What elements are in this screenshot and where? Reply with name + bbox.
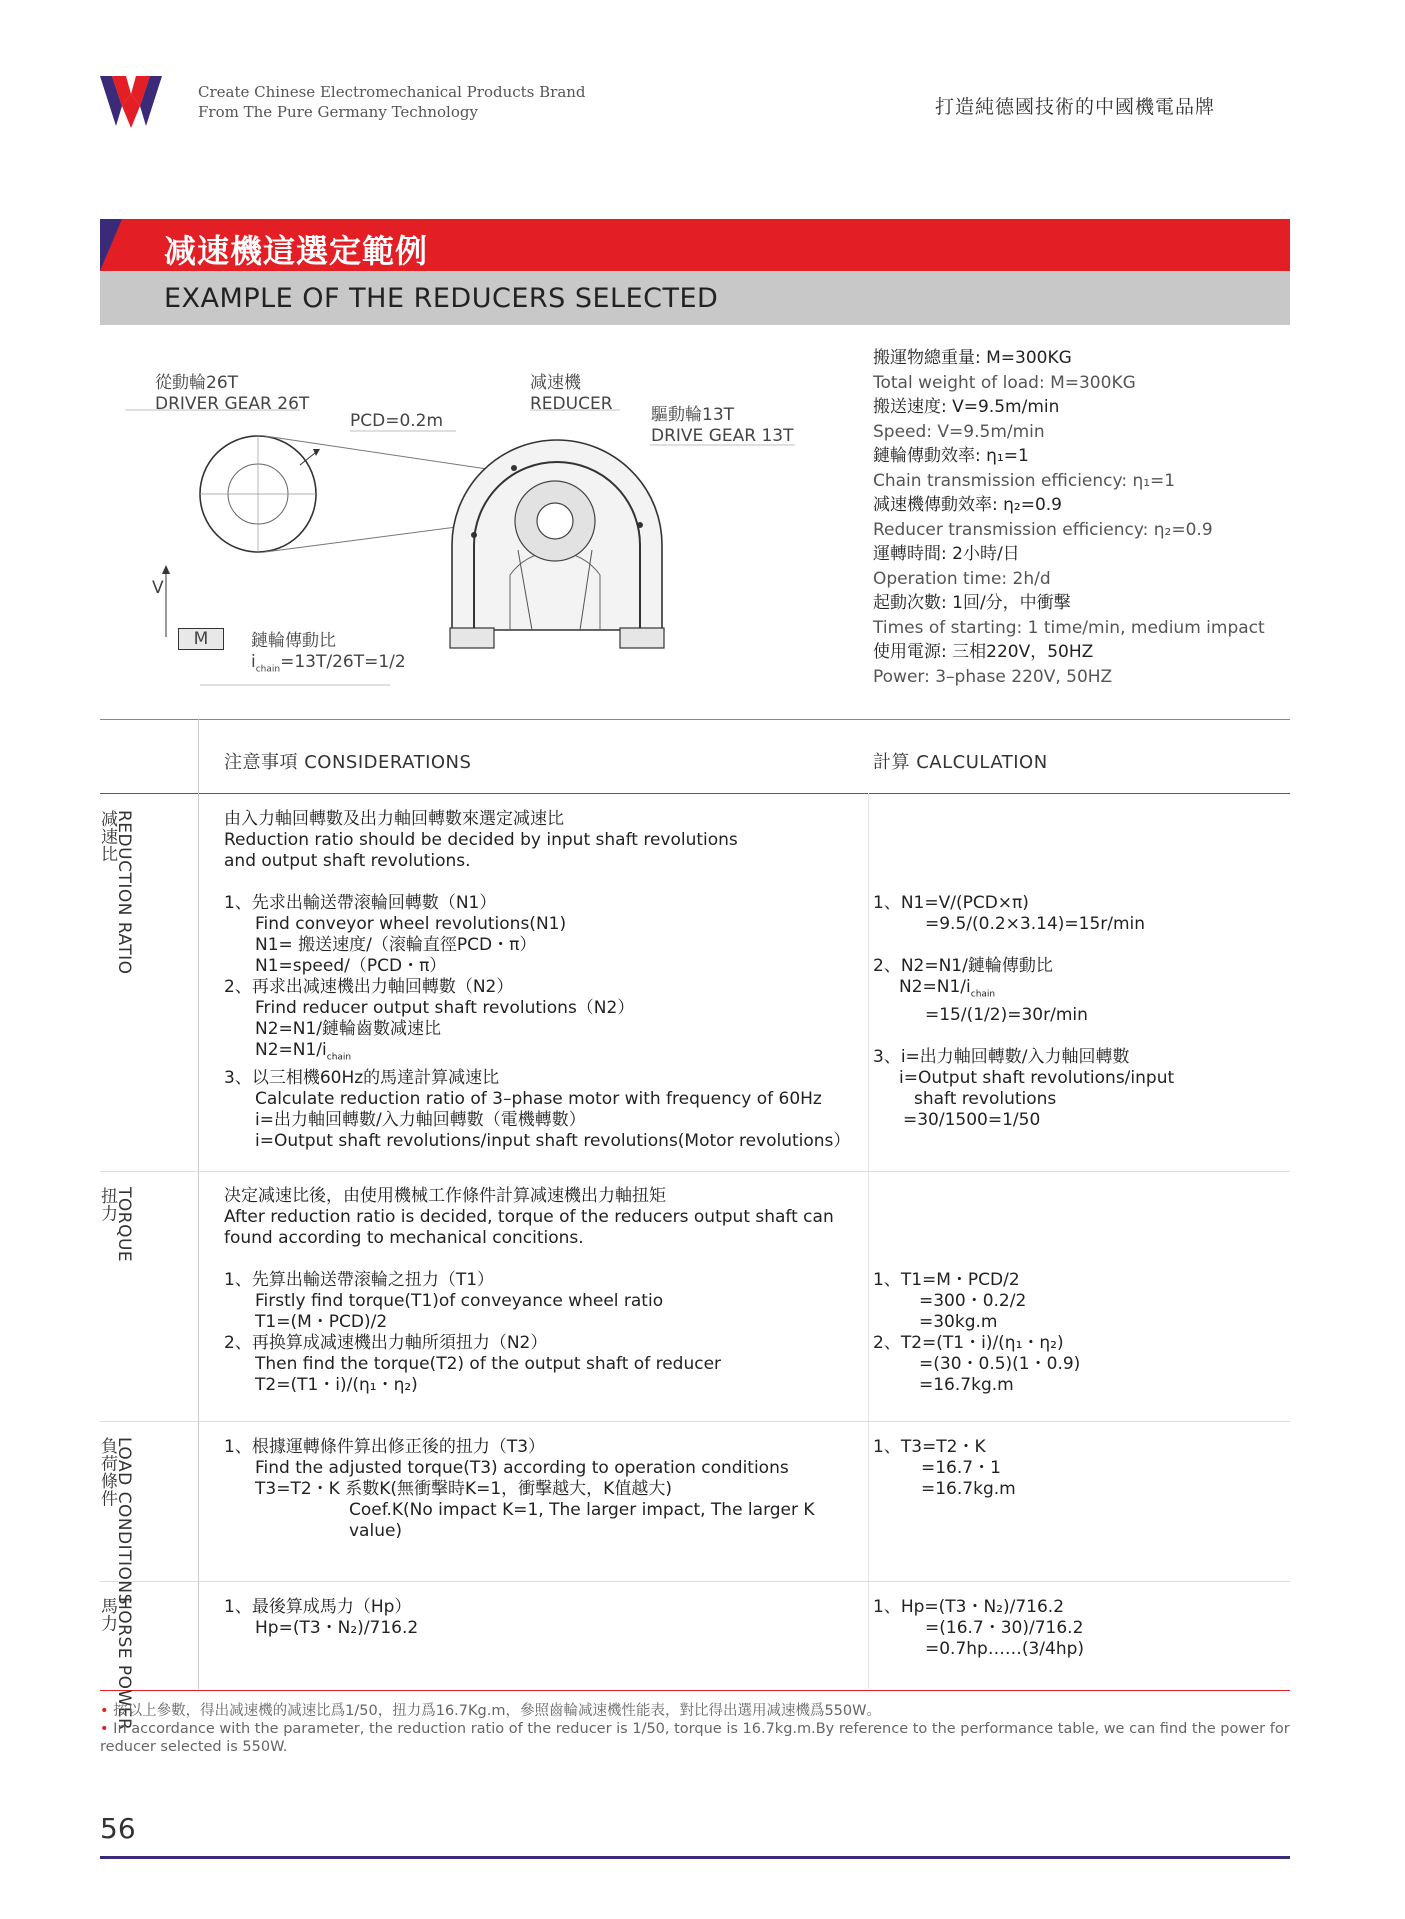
page-number: 56 — [100, 1812, 136, 1845]
bottom-rule — [100, 1856, 1290, 1859]
slogan: 打造純德國技術的中國機電品牌 — [934, 96, 1215, 118]
header-rule — [100, 793, 1290, 794]
col-header-calculation: 計算 CALCULATION — [873, 752, 1048, 773]
driver-gear-en: DRIVER GEAR 26T — [155, 394, 310, 414]
chain-ratio-formula: $i_{chain}=13T/26T=1/2$ — [251, 652, 406, 675]
mass-box — [178, 628, 224, 650]
horsepower-calculation: 1、Hp=(T3・N₂)/716.2 =(16.7・30)/716.2 =0.7hp……(3/4hp) — [873, 1597, 1085, 1659]
footnote-cn: • 按以上參數，得出减速機的减速比爲1/50，扭力爲16.7Kg.m，參照齒輪减速機性能表，對比得出選用减速機爲550W。 — [100, 1703, 881, 1719]
drive-gear-label — [651, 405, 793, 447]
col-header-considerations: 注意事項 CONSIDERATIONS — [224, 752, 472, 773]
footnote-en: • In accordance with the parameter, the reduction ratio of the reducer is 1/50, torque is 16.7kg.m.By reference to the performance table, we can find the power for reducer selected is 550W. — [100, 1721, 1290, 1755]
reduction-calculation: 1、N1=V/(PCD×π) =9.5/(0.2×3.14)=15r/min 2、N2=N1/鏈輪傳動比 $N2=N1/i_{chain}$ =15/(1/2)=30r/min 3、i=出力軸回轉數/入力軸回轉數 i=Output shaft revolutions/input shaft revolutions =30/1500=1/50 — [873, 893, 1175, 1131]
load-calculation: 1、T3=T2・K =16.7・1 =16.7kg.m — [873, 1437, 1016, 1499]
chain-ratio-cn: 鏈輪傳動比 — [251, 631, 336, 651]
side-label-reduction-ratio: 减速比 REDUCTION RATIO — [97, 810, 134, 975]
title-bar-red — [100, 219, 1290, 271]
driver-gear-label — [155, 373, 309, 415]
table-top-rule — [100, 719, 1290, 720]
reducer-cn: 减速機 — [530, 373, 581, 393]
driver-gear-cn: 從動輪26T — [155, 373, 239, 393]
spec-item: 使用電源: 三相220V，50HZ Power: 3–phase 220V, 50HZ — [873, 642, 1113, 687]
title-bar-accent — [100, 219, 122, 271]
brand-line-1: Create Chinese Electromechanical Products Brand — [198, 83, 586, 101]
side-label-load-conditions: 負荷條件 LOAD CONDITIONS — [97, 1437, 134, 1605]
side-divider — [198, 719, 199, 1689]
row-rule — [100, 1171, 1290, 1172]
drive-gear-en: DRIVE GEAR 13T — [651, 426, 794, 446]
row-rule — [100, 1581, 1290, 1582]
spec-item: 减速機傳動效率: η₂=0.9 Reducer transmission efficiency: η₂=0.9 — [873, 495, 1213, 540]
table-bottom-rule — [100, 1690, 1290, 1691]
footnotes — [100, 1702, 1290, 1756]
gear-diagram — [100, 345, 820, 695]
section-title-cn: 减速機這選定範例 — [164, 232, 429, 270]
spec-item: 運轉時間: 2小時/日 Operation time: 2h/d — [873, 544, 1051, 589]
side-label-torque: 扭力 TORQUE — [97, 1187, 134, 1263]
pcd-label: PCD=0.2m — [350, 411, 444, 431]
spec-item: 搬送速度: V=9.5m/min Speed: V=9.5m/min — [873, 397, 1060, 442]
side-label-horse-power: 馬力 HORSE POWER — [97, 1597, 134, 1731]
spec-item: 起動次數: 1回/分，中衝擊 Times of starting: 1 time/min, medium impact — [873, 593, 1265, 638]
velocity-label: V — [152, 578, 164, 598]
row-rule — [100, 1421, 1290, 1422]
spec-item: 搬運物總重量: M=300KG Total weight of load: M=300KG — [873, 348, 1136, 393]
torque-calculation: 1、T1=M・PCD/2 =300・0.2/2 =30kg.m 2、T2=(T1・i)/(η₁・η₂) =(30・0.5)(1・0.9) =16.7kg.m — [873, 1270, 1081, 1395]
spec-list — [873, 346, 1293, 689]
reducer-label — [530, 373, 613, 415]
reducer-en: REDUCER — [530, 394, 613, 414]
chain-ratio-label — [251, 631, 406, 680]
col-divider — [868, 793, 869, 1689]
brand-tagline — [198, 82, 586, 122]
horsepower-considerations: 1、最後算成馬力（Hp） Hp=(T3・N₂)/716.2 — [224, 1597, 419, 1638]
torque-considerations: 决定减速比後，由使用機械工作條件計算减速機出力軸扭矩 After reduction ratio is decided, torque of the reducers output shaft can found according to mechanical concitions. 1、先算出輸送帶滚輪之扭力（T1） Firstly find torque(T1)of conveyance wheel ratio T1=(M・PCD)/2 2、再换算成减速機出力軸所須扭力（N2） Then find the torque(T2) of the output shaft of reducer T2=(T1・i)/(η₁・η₂) — [224, 1186, 834, 1395]
mass-label: M — [193, 629, 209, 649]
brand-logo — [100, 76, 162, 132]
section-title-en: EXAMPLE OF THE REDUCERS SELECTED — [164, 283, 719, 314]
load-considerations: 1、根據運轉條件算出修正後的扭力（T3） Find the adjusted torque(T3) according to operation conditions T3=T2・K 系數K(無衝擊時K=1，衝擊越大，K值越大) Coef.K(No impact K=1, The larger impact, The larger K value) — [224, 1437, 815, 1541]
drive-gear-cn: 驅動輪13T — [651, 405, 735, 425]
title-bar-gray — [100, 271, 1290, 325]
brand-line-2: From The Pure Germany Technology — [198, 103, 478, 121]
spec-item: 鏈輪傳動效率: η₁=1 Chain transmission efficiency: η₁=1 — [873, 446, 1176, 491]
reduction-considerations: 由入力軸回轉數及出力軸回轉數來選定减速比 Reduction ratio should be decided by input shaft revolutions and output shaft revolutions. 1、先求出輸送帶滚輪回轉數（N1） Find conveyor wheel revolutions(N1) N1= 搬送速度/（滚輪直徑PCD・π） N1=speed/（PCD・π） 2、再求出减速機出力軸回轉數（N2） Frind reducer output shaft revolutions（N2） N2=N1/鏈輪齒數减速比 $N2=N1/i_{chain}$ 3、以三相機60Hz的馬達計算减速比 Calculate reduction ratio of 3–phase motor with frequency of 60Hz i=出力軸回轉數/入力軸回轉數（電機轉數） i=Output shaft revolutions/input shaft revolutions(Motor revolutions） — [224, 809, 851, 1152]
